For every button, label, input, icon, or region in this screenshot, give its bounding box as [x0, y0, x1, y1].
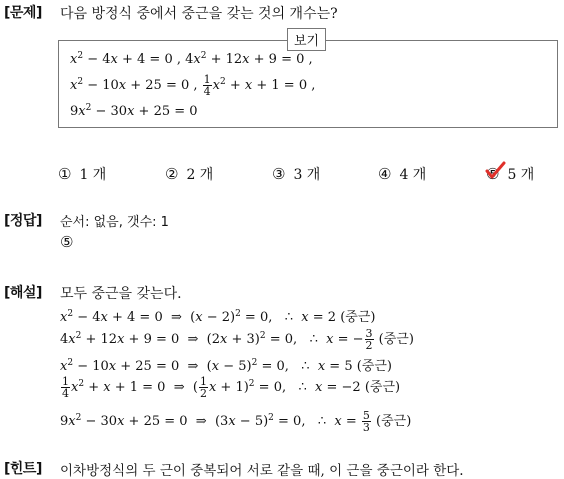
- solution-tag: [해설]: [4, 285, 42, 301]
- choice-label: 5 개: [507, 167, 535, 183]
- choice-label: 1 개: [79, 167, 107, 183]
- solution-intro: 모두 중근을 갖는다.: [60, 286, 182, 302]
- solution-line-2: $4x^2 + 12x + 9 = 0$ ⇒ $(2x + 3)^2 = 0$, ∴ x = − $\frac{3}{2}$ (중근): [60, 327, 414, 352]
- fraction: $\frac{3}{2}$: [365, 327, 373, 352]
- solution-line-3: $x^2 - 10x + 25 = 0$ ⇒ $(x - 5)^2 = 0$, ∴ x = 5 (중근): [60, 358, 392, 374]
- bogi-label: 보기: [287, 28, 326, 51]
- answer-tag: [정답]: [4, 213, 42, 229]
- choice-label: 4 개: [399, 167, 427, 183]
- fraction: $\frac{1}{2}$: [199, 375, 207, 400]
- choice-number: ④: [378, 165, 392, 183]
- choice-number: ①: [58, 165, 72, 183]
- solution-line-4: $\frac{1}{4}$ $x^2 + x + 1 = 0$ ⇒ ( $\frac{1}{2}$ x + 1)$^2$ = 0, ∴ x = −2 (중근): [62, 375, 401, 400]
- choice-number: ③: [272, 165, 286, 183]
- double-root-note: (중근): [356, 359, 392, 374]
- fraction: $\frac{5}{3}$: [362, 409, 370, 434]
- choice-2[interactable]: [165, 164, 213, 184]
- problem-tag: [문제]: [4, 5, 42, 21]
- double-root-note: (중근): [340, 310, 376, 325]
- choice-label: 3 개: [293, 167, 321, 183]
- choice-3[interactable]: [272, 164, 320, 184]
- fraction: $\frac{1}{4}$: [62, 375, 69, 400]
- double-root-note: (중근): [376, 414, 412, 429]
- choice-4[interactable]: [378, 164, 426, 184]
- double-root-note: (중근): [378, 332, 414, 347]
- choice-number: ②: [165, 165, 179, 183]
- choice-label: 2 개: [186, 167, 214, 183]
- answer-symbol: ⑤: [60, 233, 74, 251]
- problem-question: 다음 방정식 중에서 중근을 갖는 것의 개수는?: [60, 6, 338, 22]
- solution-line-5: $9x^2 - 30x + 25 = 0$ ⇒ $(3x - 5)^2 = 0$, ∴ x = $\frac{5}{3}$ (중근): [60, 409, 412, 434]
- fraction: $\frac{1}{4}$: [203, 73, 211, 98]
- check-mark-icon: [484, 160, 506, 182]
- choice-number: ⑤: [486, 165, 500, 183]
- answer-detail: 순서: 없음, 갯수: 1: [60, 215, 169, 230]
- choice-1[interactable]: [58, 164, 106, 184]
- hint-text: 이차방정식의 두 근이 중복되어 서로 같을 때, 이 근을 중근이라 한다.: [60, 463, 464, 479]
- bogi-line-1: $x^2 - 4x + 4 = 0$ , $4x^2 + 12x + 9 = 0$ ,: [70, 51, 313, 67]
- double-root-note: (중근): [364, 380, 401, 395]
- solution-line-1: $x^2 - 4x + 4 = 0$ ⇒ $(x - 2)^2 = 0$, ∴ x = 2 (중근): [60, 309, 376, 325]
- bogi-line-2: $x^2 - 10x + 25 = 0$ , $\frac{1}{4}$ $x^2 + x + 1 = 0$ ,: [70, 73, 316, 98]
- bogi-line-3: $9x^2 - 30x + 25 = 0$: [70, 103, 198, 119]
- hint-tag: [힌트]: [4, 461, 42, 477]
